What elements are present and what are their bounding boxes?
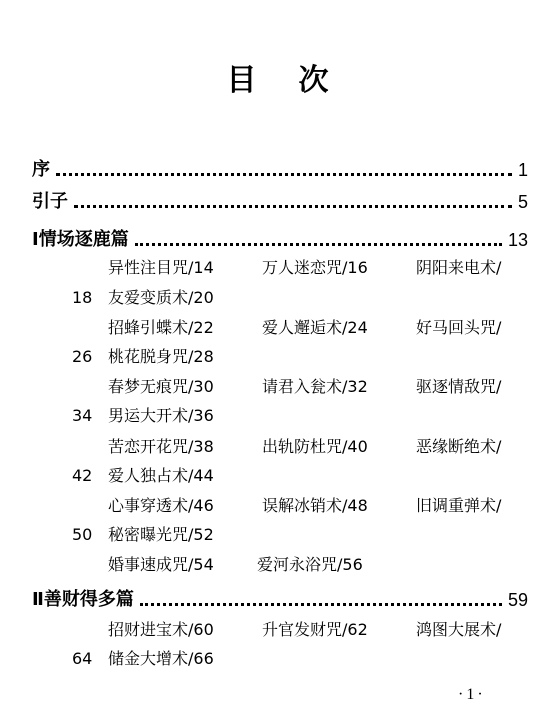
toc-subentry[interactable]: 婚事速成咒/54 (108, 555, 214, 574)
dot-leader (56, 173, 512, 176)
toc-label: 引子 (32, 191, 68, 212)
toc-label: Ⅱ善财得多篇 (32, 589, 134, 610)
toc-page-number: 13 (507, 230, 528, 250)
toc-subentry[interactable]: 万人迷恋咒/16 (262, 258, 368, 277)
toc-subentry[interactable]: 招蜂引蝶术/22 (108, 318, 214, 337)
title-char-1: 目 (226, 63, 259, 98)
toc-entry-part1[interactable] (32, 227, 528, 253)
toc-page-continuation: 26 (72, 347, 93, 366)
toc-page-number: 59 (507, 590, 528, 610)
toc-page-number: 1 (517, 160, 528, 180)
toc-entry-intro[interactable] (32, 189, 528, 215)
toc-label: 序 (32, 159, 50, 180)
toc-subentry[interactable]: 爱人独占术/44 (108, 466, 214, 485)
toc-subentry[interactable]: 爱人邂逅术/24 (262, 318, 368, 337)
toc-entry-preface[interactable] (32, 157, 528, 183)
toc-subentry[interactable]: 误解冰销术/48 (262, 496, 368, 515)
toc-subentry[interactable]: 招财进宝术/60 (108, 620, 214, 639)
toc-subentry[interactable]: 春梦无痕咒/30 (108, 377, 214, 396)
dot-leader (135, 243, 502, 246)
title-char-2: 次 (298, 63, 331, 98)
toc-page-continuation: 64 (72, 649, 93, 668)
toc-page-continuation: 42 (72, 466, 93, 485)
page-number-footer: ·1· (458, 686, 486, 703)
toc-page-number: 5 (517, 192, 528, 212)
toc-subentry[interactable]: 旧调重弹术/ (416, 496, 502, 515)
toc-subentry[interactable]: 好马回头咒/ (416, 318, 502, 337)
toc-subentry[interactable]: 男运大开术/36 (108, 406, 214, 425)
toc-subentry[interactable]: 苦恋开花咒/38 (108, 437, 214, 456)
toc-subentry[interactable]: 桃花脱身咒/28 (108, 347, 214, 366)
toc-subentry[interactable]: 异性注目咒/14 (108, 258, 214, 277)
toc-page-continuation: 18 (72, 288, 93, 307)
dot-leader (74, 205, 512, 208)
toc-subentry[interactable]: 鸿图大展术/ (416, 620, 502, 639)
toc-subentry[interactable]: 友爱变质术/20 (108, 288, 214, 307)
toc-subentry[interactable]: 储金大增术/66 (108, 649, 214, 668)
toc-subentry[interactable]: 秘密曝光咒/52 (108, 525, 214, 544)
toc-label: Ⅰ情场逐鹿篇 (32, 229, 129, 250)
toc-subentry[interactable]: 升官发财咒/62 (262, 620, 368, 639)
toc-subentry[interactable]: 驱逐情敌咒/ (416, 377, 502, 396)
toc-entry-part2[interactable] (32, 587, 528, 613)
toc-page-continuation: 50 (72, 525, 93, 544)
dot-leader (140, 603, 502, 606)
toc-page-continuation: 34 (72, 406, 93, 425)
toc-subentry[interactable]: 恶缘断绝术/ (416, 437, 502, 456)
toc-subentry[interactable]: 阴阳来电术/ (416, 258, 502, 277)
toc-subentry[interactable]: 请君入瓮术/32 (262, 377, 368, 396)
toc-subentry[interactable]: 出轨防杜咒/40 (262, 437, 368, 456)
page-title (0, 55, 557, 99)
toc-subentry[interactable]: 爱河永浴咒/56 (257, 555, 363, 574)
toc-subentry[interactable]: 心事穿透术/46 (108, 496, 214, 515)
